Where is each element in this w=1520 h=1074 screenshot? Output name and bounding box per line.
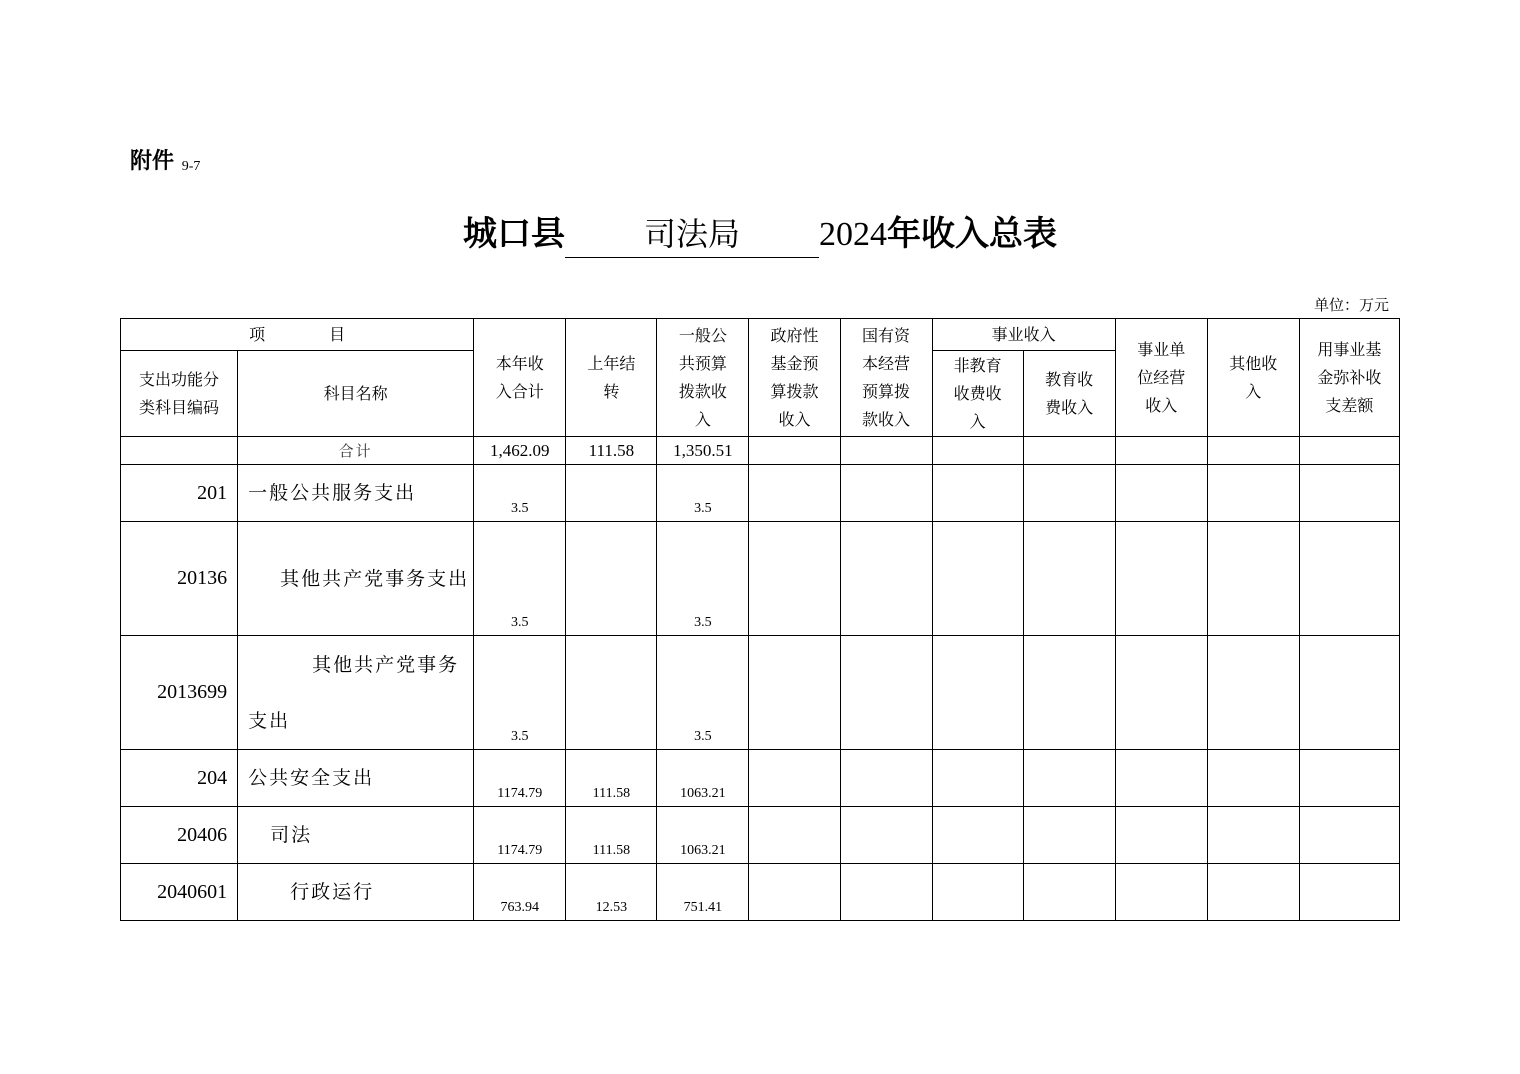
header-general-budget: 一般公 共预算 拨款收 入 (657, 319, 749, 437)
header-fund-offset: 用事业基 金弥补收 支差额 (1299, 319, 1399, 437)
row-code: 204 (121, 750, 238, 807)
row-general-budget: 1063.21 (657, 807, 749, 864)
row-carryover: 111.58 (566, 807, 657, 864)
row-total: 1174.79 (474, 807, 566, 864)
attachment-number: 9-7 (181, 159, 201, 174)
header-gov-fund: 政府性 基金预 算拨款 收入 (749, 319, 840, 437)
row-total: 3.5 (474, 636, 566, 750)
row-total: 1174.79 (474, 750, 566, 807)
row-code: 2013699 (121, 636, 238, 750)
header-name: 科目名称 (238, 351, 474, 437)
title-department: 司法局 (565, 211, 819, 258)
row-total: 3.5 (474, 522, 566, 636)
header-carryover: 上年结 转 (566, 319, 657, 437)
total-row (121, 437, 1400, 465)
total-label: 合计 (238, 437, 474, 465)
row-code: 20136 (121, 522, 238, 636)
attachment-label (130, 144, 200, 175)
table-row (121, 465, 1400, 522)
table-row (121, 522, 1400, 636)
row-general-budget: 3.5 (657, 465, 749, 522)
row-code: 20406 (121, 807, 238, 864)
title-suffix: 年收入总表 (887, 214, 1057, 254)
title-year: 2024 (819, 216, 887, 253)
total-carryover: 111.58 (566, 437, 657, 465)
row-general-budget: 751.41 (657, 864, 749, 921)
row-general-budget: 1063.21 (657, 750, 749, 807)
header-code: 支出功能分 类科目编码 (121, 351, 238, 437)
row-total: 763.94 (474, 864, 566, 921)
row-name: 行政运行 (238, 864, 474, 921)
header-other: 其他收 入 (1207, 319, 1299, 437)
row-name: 其他共产党事务支出 (238, 522, 474, 636)
header-edu: 教育收 费收入 (1023, 351, 1115, 437)
header-non-edu: 非教育 收费收 入 (932, 351, 1023, 437)
row-name: 其他共产党事务支出 (238, 636, 474, 750)
row-total: 3.5 (474, 465, 566, 522)
income-summary-table (120, 318, 1400, 921)
total-general-budget: 1,350.51 (657, 437, 749, 465)
title-county: 城口县 (463, 214, 565, 254)
table-row (121, 807, 1400, 864)
row-carryover: 12.53 (566, 864, 657, 921)
total-sum: 1,462.09 (474, 437, 566, 465)
row-carryover (566, 522, 657, 636)
header-state-capital: 国有资 本经营 预算拨 款收入 (840, 319, 932, 437)
unit-label: 单位：万元 (1313, 296, 1389, 314)
page-title (0, 206, 1520, 258)
row-code: 2040601 (121, 864, 238, 921)
header-total: 本年收 入合计 (474, 319, 566, 437)
row-general-budget: 3.5 (657, 522, 749, 636)
table-row (121, 636, 1400, 750)
row-general-budget: 3.5 (657, 636, 749, 750)
row-name: 司法 (238, 807, 474, 864)
row-name: 一般公共服务支出 (238, 465, 474, 522)
header-unit-operating: 事业单 位经营 收入 (1115, 319, 1207, 437)
row-code: 201 (121, 465, 238, 522)
row-name: 公共安全支出 (238, 750, 474, 807)
table-row (121, 864, 1400, 921)
row-carryover (566, 465, 657, 522)
attachment-text: 附件 (130, 149, 175, 174)
table-row (121, 750, 1400, 807)
row-carryover: 111.58 (566, 750, 657, 807)
header-business-income: 事业收入 (932, 319, 1115, 351)
header-item: 项 目 (121, 319, 474, 351)
row-carryover (566, 636, 657, 750)
